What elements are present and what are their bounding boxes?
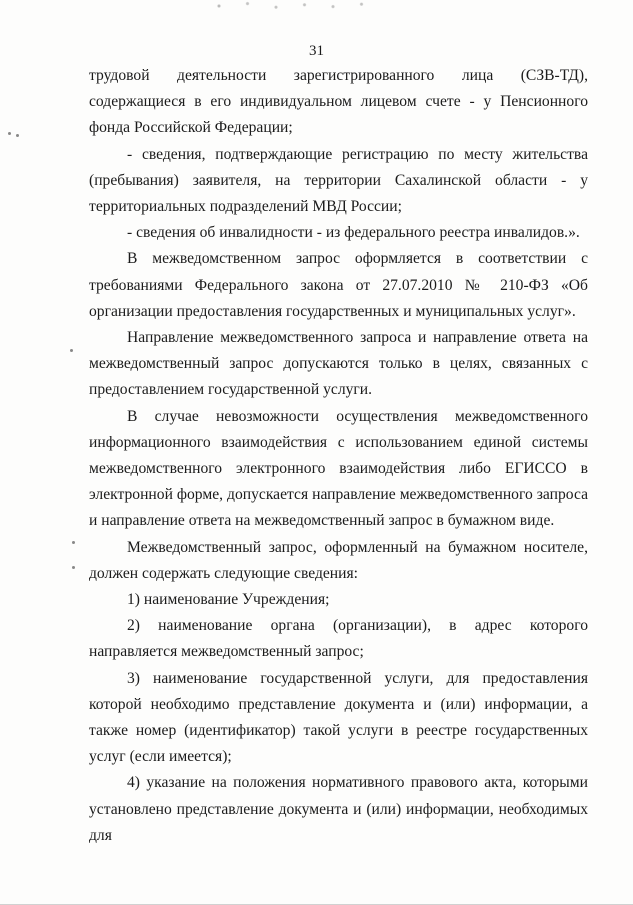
list-item: 3) наименование государственной услуги, для предоставления которой необходимо представление документа и (или) информации, а также номер (идентификатор) такой услуги в реестре государственных услуг (если имеется); [89, 669, 588, 766]
document-body [89, 63, 588, 849]
page-number: 31 [309, 43, 324, 59]
paragraph: - сведения, подтверждающие регистрацию по месту жительства (пребывания) заявителя, на территории Сахалинской области - у территориальных подразделений МВД России; [89, 145, 588, 216]
paragraph: трудовой деятельности зарегистрированного лица (СЗВ-ТД), содержащиеся в его индивидуальном лицевом счете - у Пенсионного фонда Российской Федерации; [89, 67, 588, 137]
scan-speck [72, 566, 75, 569]
paragraph: - сведения об инвалидности - из федерального реестра инвалидов.». [127, 224, 580, 242]
scan-noise [200, 0, 390, 12]
scan-speck [8, 132, 11, 135]
list-item: 4) указание на положения нормативного правового акта, которыми установлено представление документа и (или) информации, необходимых для [89, 774, 588, 844]
scan-speck [70, 349, 73, 352]
list-item: 2) наименование органа (организации), в адрес которого направляется межведомственный запрос; [89, 617, 588, 661]
scan-speck [16, 134, 19, 137]
paragraph: Межведомственный запрос, оформленный на бумажном носителе, должен содержать следующие сведения: [89, 538, 588, 582]
paragraph: В случае невозможности осуществления межведомственного информационного взаимодействия с использованием единой системы межведомственного электронного взаимодействия либо ЕГИССО в электронной форме, допускается направление межведомственного запроса и направление ответа на межведомственный запрос в бумажном виде. [89, 407, 588, 530]
list-item: 1) наименование Учреждения; [127, 591, 330, 609]
paragraph: Направление межведомственного запроса и направление ответа на межведомственный запрос допускаются только в целях, связанных с предоставлением государственной услуги. [89, 329, 588, 399]
scan-speck [72, 541, 75, 544]
paragraph: В межведомственном запрос оформляется в соответствии с требованиями Федерального закона от 27.07.2010 № 210-ФЗ «Об организации предоставления государственных и муниципальных услуг». [89, 250, 588, 320]
